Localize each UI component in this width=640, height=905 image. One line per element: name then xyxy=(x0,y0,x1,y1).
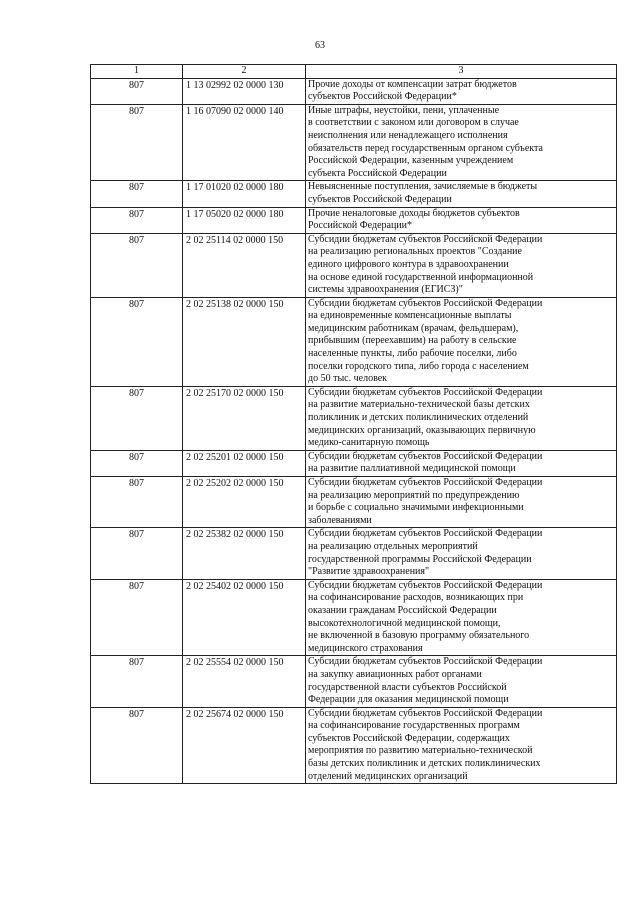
revenue-name-cell xyxy=(306,78,617,104)
admin-code-cell: 807 xyxy=(91,233,183,297)
revenue-name-line: Иные штрафы, неустойки, пени, уплаченные xyxy=(308,104,500,116)
revenue-name-line: оказании гражданам Российской Федерации xyxy=(308,604,497,616)
revenue-name-line: государственной программы Российской Федерации xyxy=(308,553,532,565)
revenue-name-line: мероприятия по развитию материально-технической xyxy=(308,745,533,757)
budget-classification-code-cell: 2 02 25170 02 0000 150 xyxy=(183,386,306,450)
revenue-name-line: системы здравоохранения (ЕГИСЗ)" xyxy=(308,284,463,296)
admin-code-cell: 807 xyxy=(91,450,183,476)
revenue-name-line: неисполнения или ненадлежащего исполнения xyxy=(308,129,508,141)
revenue-name-line: базы детских поликлиник и детских поликлинических xyxy=(308,758,541,770)
revenue-name-line: "Развитие здравоохранения" xyxy=(308,566,430,578)
revenue-name-line: Субсидии бюджетам субъектов Российской Федерации xyxy=(308,579,543,591)
revenue-name-cell xyxy=(306,297,617,386)
revenue-name-line: Субсидии бюджетам субъектов Российской Федерации xyxy=(308,707,543,719)
revenue-name-line: Субсидии бюджетам субъектов Российской Федерации xyxy=(308,450,543,462)
revenue-name-line: прибывшим (переехавшим) на работу в сельские xyxy=(308,335,517,347)
revenue-name-line: Субсидии бюджетам субъектов Российской Федерации xyxy=(308,386,543,398)
budget-classification-code-cell: 2 02 25674 02 0000 150 xyxy=(183,707,306,784)
table-header-row xyxy=(91,65,617,79)
budget-classification-code-cell: 2 02 25202 02 0000 150 xyxy=(183,477,306,528)
revenue-name-line: Федерации для оказания медицинской помощи xyxy=(308,694,509,706)
table-row xyxy=(91,450,617,476)
revenue-name-line: до 50 тыс. человек xyxy=(308,373,388,385)
table-row xyxy=(91,78,617,104)
revenue-name-line: не включенной в базовую программу обязательного xyxy=(308,630,530,642)
revenue-name-line: субъектов Российской Федерации* xyxy=(308,91,457,103)
revenue-name-line: медицинских организаций, оказывающих первичную xyxy=(308,424,536,436)
budget-classification-code-cell: 1 17 01020 02 0000 180 xyxy=(183,181,306,207)
revenue-name-line: Субсидии бюджетам субъектов Российской Федерации xyxy=(308,528,543,540)
table-row xyxy=(91,297,617,386)
revenue-name-line: на реализацию региональных проектов "Создание xyxy=(308,246,522,258)
revenue-name-line: медико-санитарную помощь xyxy=(308,437,430,449)
revenue-name-line: на основе единой государственной информационной xyxy=(308,271,534,283)
revenue-name-line: субъектов Российской Федерации xyxy=(308,193,452,205)
revenue-name-line: и борьбе с социально значимыми инфекционными xyxy=(308,502,524,514)
column-header-2: 2 xyxy=(183,65,306,79)
revenue-name-line: Субсидии бюджетам субъектов Российской Федерации xyxy=(308,477,543,488)
revenue-name-line: поликлиник и детских поликлинических отделений xyxy=(308,412,529,424)
revenue-name-line: Невыясненные поступления, зачисляемые в бюджеты xyxy=(308,181,538,193)
revenue-name-line: субъектов Российской Федерации, содержащих xyxy=(308,732,510,744)
revenue-name-line: субъекта Российской Федерации xyxy=(308,167,447,179)
table-row xyxy=(91,579,617,656)
table-row xyxy=(91,104,617,181)
revenue-name-cell xyxy=(306,579,617,656)
admin-code-cell: 807 xyxy=(91,528,183,579)
revenue-name-line: отделений медицинских организаций xyxy=(308,770,468,782)
revenue-name-line: на единовременные компенсационные выплаты xyxy=(308,310,512,322)
revenue-name-line: населенные пункты, либо рабочие поселки, либо xyxy=(308,348,517,360)
revenue-name-line: Российской Федерации* xyxy=(308,220,413,232)
revenue-name-cell xyxy=(306,104,617,181)
revenue-name-line: Субсидии бюджетам субъектов Российской Федерации xyxy=(308,233,543,245)
table-body xyxy=(91,78,617,784)
table-row xyxy=(91,707,617,784)
table-row xyxy=(91,656,617,707)
revenue-name-cell xyxy=(306,656,617,707)
revenue-name-cell xyxy=(306,207,617,233)
revenue-name-line: на реализацию мероприятий по предупреждению xyxy=(308,489,520,501)
budget-classification-code-cell: 1 16 07090 02 0000 140 xyxy=(183,104,306,181)
revenue-name-line: медицинским работникам (врачам, фельдшерам), xyxy=(308,322,519,334)
revenue-name-line: государственной власти субъектов Российской xyxy=(308,681,507,693)
budget-classification-code-cell: 2 02 25138 02 0000 150 xyxy=(183,297,306,386)
revenue-name-line: Субсидии бюджетам субъектов Российской Федерации xyxy=(308,656,543,668)
admin-code-cell: 807 xyxy=(91,181,183,207)
revenue-name-line: на развитие паллиативной медицинской помощи xyxy=(308,463,516,475)
revenue-name-line: в соответствии с законом или договором в случае xyxy=(308,117,519,129)
revenue-name-cell xyxy=(306,528,617,579)
admin-code-cell: 807 xyxy=(91,207,183,233)
column-header-3: 3 xyxy=(306,65,617,79)
revenue-name-line: медицинского страхования xyxy=(308,642,423,654)
revenue-name-line: Субсидии бюджетам субъектов Российской Федерации xyxy=(308,297,543,309)
revenue-name-line: высокотехнологичной медицинской помощи, xyxy=(308,617,501,629)
revenue-name-line: заболеваниями xyxy=(308,514,372,526)
revenue-name-line: Российской Федерации, казенным учреждением xyxy=(308,155,514,167)
budget-classification-code-cell: 2 02 25554 02 0000 150 xyxy=(183,656,306,707)
page-number: 63 xyxy=(315,40,325,51)
revenue-name-line: на реализацию отдельных мероприятий xyxy=(308,540,478,552)
table-row xyxy=(91,528,617,579)
table-row xyxy=(91,207,617,233)
budget-classification-code-cell: 2 02 25382 02 0000 150 xyxy=(183,528,306,579)
budget-classification-code-cell: 1 17 05020 02 0000 180 xyxy=(183,207,306,233)
admin-code-cell: 807 xyxy=(91,78,183,104)
budget-classification-code-cell: 2 02 25114 02 0000 150 xyxy=(183,233,306,297)
revenue-name-cell xyxy=(306,181,617,207)
admin-code-cell: 807 xyxy=(91,477,183,528)
column-header-1: 1 xyxy=(91,65,183,79)
admin-code-cell: 807 xyxy=(91,386,183,450)
budget-classification-code-cell: 2 02 25201 02 0000 150 xyxy=(183,450,306,476)
revenue-name-cell xyxy=(306,450,617,476)
revenue-name-line: обязательств перед государственным органом субъекта xyxy=(308,142,543,154)
admin-code-cell: 807 xyxy=(91,104,183,181)
table-row xyxy=(91,181,617,207)
revenue-name-cell xyxy=(306,386,617,450)
revenue-name-cell xyxy=(306,233,617,297)
table-row xyxy=(91,477,617,528)
revenue-name-cell xyxy=(306,477,617,528)
admin-code-cell: 807 xyxy=(91,707,183,784)
admin-code-cell: 807 xyxy=(91,656,183,707)
revenue-name-line: на софинансирование расходов, возникающих при xyxy=(308,592,524,604)
revenue-name-line: Прочие доходы от компенсации затрат бюджетов xyxy=(308,78,517,90)
budget-classification-code-cell: 1 13 02992 02 0000 130 xyxy=(183,78,306,104)
revenue-name-line: на закупку авиационных работ органами xyxy=(308,668,482,680)
revenue-name-cell xyxy=(306,707,617,784)
admin-code-cell: 807 xyxy=(91,297,183,386)
revenue-name-line: Прочие неналоговые доходы бюджетов субъектов xyxy=(308,207,520,219)
revenue-name-line: на софинансирование государственных программ xyxy=(308,720,520,732)
revenue-name-line: на развитие материально-технической базы детских xyxy=(308,399,530,411)
table-row xyxy=(91,386,617,450)
admin-code-cell: 807 xyxy=(91,579,183,656)
revenue-name-line: поселки городского типа, либо города с населением xyxy=(308,360,529,372)
budget-classification-code-cell: 2 02 25402 02 0000 150 xyxy=(183,579,306,656)
revenue-name-line: единого цифрового контура в здравоохранении xyxy=(308,258,509,270)
revenue-codes-table xyxy=(90,64,617,784)
table-row xyxy=(91,233,617,297)
